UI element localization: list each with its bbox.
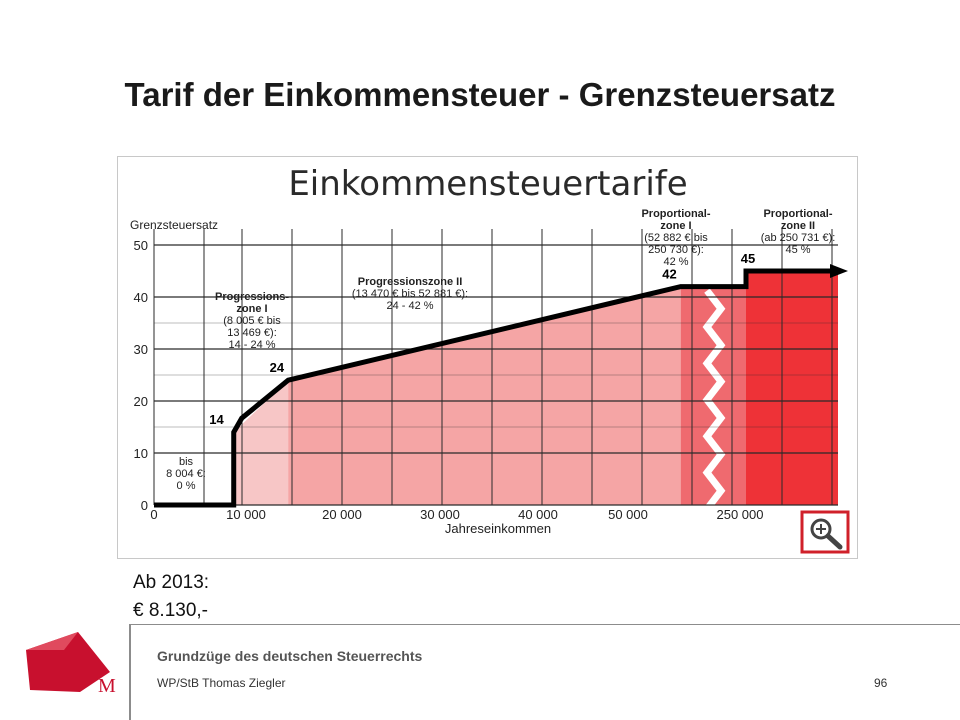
zone-label: 42 % [663,256,689,268]
y-tick-label: 30 [133,342,148,357]
zone-label: 0 % [176,480,196,492]
y-tick-label: 20 [133,394,148,409]
point-label: 14 [209,412,224,428]
x-tick-label: 30 000 [420,507,460,522]
footer-course-title: Grundzüge des deutschen Steuerrechts [157,648,423,664]
zone-label: 24 - 42 % [386,300,434,312]
zone-label: Progressions- [215,291,289,303]
zone-label: 250 730 €): [648,244,704,256]
note-year: Ab 2013: [133,572,210,593]
income-tax-chart [118,157,857,558]
zone-proportional-2-fill [746,271,838,505]
university-logo [20,628,120,698]
x-tick-label: 250 000 [716,507,764,522]
footer-author: WP/StB Thomas Ziegler [157,676,286,690]
footer-divider [129,624,960,625]
zone-label: Proportional- [763,208,833,220]
zone-label: (52 882 € bis [644,232,708,244]
point-label: 24 [269,360,285,376]
zone-label: 8 004 €: [166,468,206,480]
footer-vertical-rule [129,625,131,720]
x-tick-label: 40 000 [518,507,558,522]
series-arrowhead [830,264,848,278]
zone-label: Progressionszone II [357,276,463,288]
zone-label: 45 % [785,244,811,256]
zone-label: Proportional- [641,208,711,220]
point-label: 42 [662,266,677,282]
zone-label: (ab 250 731 €): [760,232,836,244]
y-axis-label: Grenzsteuersatz [130,218,219,232]
chart-title: Einkommensteuertarife [288,164,688,204]
zone-label: (8 005 € bis [223,315,281,327]
point-label: 45 [740,251,756,266]
x-tick-label: 20 000 [322,507,362,522]
x-tick-label: 10 000 [226,507,266,522]
note-amount: € 8.130,- [133,600,208,621]
y-tick-label: 0 [140,498,148,513]
x-axis-label: Jahreseinkommen [444,521,552,536]
zone-label: zone I [236,303,268,315]
zone-progression-2-fill [288,287,681,505]
zone-label: 13 469 €): [227,327,277,339]
x-tick-label: 0 [150,507,158,522]
y-tick-label: 50 [133,238,148,253]
y-tick-label: 10 [133,446,148,461]
x-tick-label: 50 000 [608,507,648,522]
y-tick-label: 40 [133,290,148,305]
logo-letter: M [98,675,116,697]
chart-frame [117,156,858,559]
zone-label: bis [178,456,194,468]
slide-title: Tarif der Einkommensteuer - Grenzsteuersatz [124,76,836,113]
zone-label: zone II [780,220,816,232]
zone-label: zone I [660,220,692,232]
page-number: 96 [874,676,888,690]
zone-label: (13 470 € bis 52 881 €): [351,288,469,300]
zone-label: 14 - 24 % [228,339,276,351]
